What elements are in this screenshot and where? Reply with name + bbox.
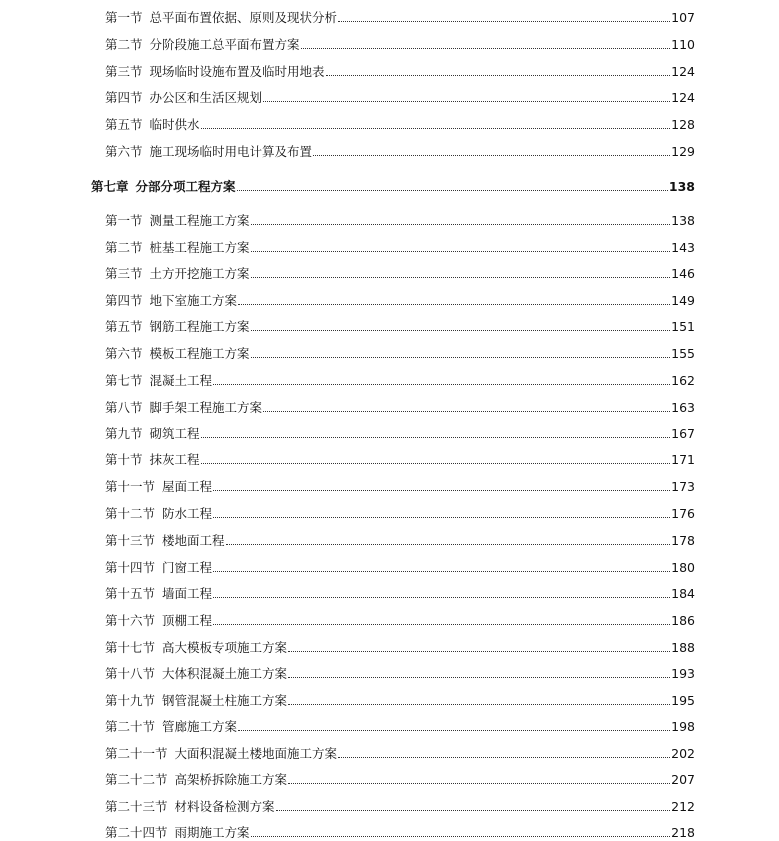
toc-entry-label: [105, 507, 212, 521]
toc-entry-title: 分阶段施工总平面布置方案: [149, 37, 300, 52]
toc-entry-number: 第三节: [105, 64, 143, 79]
toc-entry-number: 第一节: [105, 213, 143, 228]
toc-entry-number: 第十七节: [105, 640, 156, 655]
toc-entry-title: 钢管混凝土柱施工方案: [162, 693, 288, 708]
toc-entry-number: 第十一节: [105, 479, 156, 494]
toc-section-row[interactable]: [105, 397, 695, 415]
toc-entry-title: 墙面工程: [162, 586, 213, 601]
toc-entry-title: 施工现场临时用电计算及布置: [149, 144, 313, 159]
toc-entry-label: [105, 747, 337, 761]
toc-entry-label: [105, 118, 200, 132]
dot-leader: [288, 782, 670, 784]
toc-section-row[interactable]: [105, 370, 695, 388]
dot-leader: [251, 223, 671, 225]
toc-section-row[interactable]: [105, 610, 695, 628]
dot-leader: [338, 756, 670, 758]
toc-page-number: 178: [671, 533, 695, 548]
dot-leader: [213, 383, 670, 385]
toc-page-number: 212: [671, 799, 695, 814]
toc-entry-title: 临时供水: [149, 117, 200, 132]
toc-entry-label: [105, 267, 250, 281]
toc-page-number: 198: [671, 719, 695, 734]
toc-entry-label: [105, 294, 237, 308]
toc-entry-title: 顶棚工程: [162, 613, 213, 628]
toc-entry-label: [105, 347, 250, 361]
dot-leader: [288, 676, 670, 678]
toc-entry-number: 第十九节: [105, 693, 156, 708]
toc-section-row[interactable]: [105, 7, 695, 25]
toc-page-number: 138: [668, 179, 695, 194]
toc-entry-label: [105, 11, 337, 25]
dot-leader: [213, 623, 670, 625]
toc-entry-number: 第二十二节: [105, 772, 168, 787]
toc-entry-title: 砌筑工程: [149, 426, 200, 441]
toc-entry-label: [105, 534, 225, 548]
toc-entry-title: 地下室施工方案: [149, 293, 238, 308]
dot-leader: [251, 250, 671, 252]
toc-entry-number: 第一节: [105, 10, 143, 25]
toc-entry-number: 第二十节: [105, 719, 156, 734]
toc-entry-title: 模板工程施工方案: [149, 346, 250, 361]
toc-section-row[interactable]: [105, 769, 695, 787]
dot-leader: [288, 650, 670, 652]
toc-section-row[interactable]: [105, 210, 695, 228]
dot-leader: [301, 47, 671, 49]
toc-entry-label: [105, 453, 200, 467]
toc-entry-title: 材料设备检测方案: [174, 799, 275, 814]
toc-section-row[interactable]: [105, 530, 695, 548]
toc-entry-number: 第九节: [105, 426, 143, 441]
toc-entry-number: 第十八节: [105, 666, 156, 681]
dot-leader: [238, 729, 670, 731]
toc-entry-number: 第四节: [105, 293, 143, 308]
toc-section-row[interactable]: [105, 557, 695, 575]
toc-entry-title: 高架桥拆除施工方案: [174, 772, 288, 787]
dot-leader: [251, 356, 671, 358]
toc-page-number: 146: [671, 266, 695, 281]
toc-entry-label: [91, 180, 236, 194]
toc-entry-number: 第十二节: [105, 506, 156, 521]
toc-section-row[interactable]: [105, 690, 695, 708]
toc-section-row[interactable]: [105, 583, 695, 601]
toc-entry-number: 第二十四节: [105, 825, 168, 840]
toc-page-number: 180: [671, 560, 695, 575]
toc-page-number: 151: [671, 319, 695, 334]
toc-page-number: 193: [671, 666, 695, 681]
toc-entry-label: [105, 145, 312, 159]
toc-page-number: 176: [671, 506, 695, 521]
toc-entry-title: 办公区和生活区规划: [149, 90, 263, 105]
toc-section-row[interactable]: [105, 61, 695, 79]
toc-entry-title: 大体积混凝土施工方案: [162, 666, 288, 681]
toc-page-number: 107: [671, 10, 695, 25]
toc-section-row[interactable]: [105, 449, 695, 467]
dot-leader: [238, 303, 670, 305]
toc-entry-label: [105, 826, 250, 840]
dot-leader: [313, 154, 670, 156]
toc-entry-number: 第四节: [105, 90, 143, 105]
toc-section-row[interactable]: [105, 87, 695, 105]
dot-leader: [251, 329, 671, 331]
toc-entry-number: 第二节: [105, 240, 143, 255]
dot-leader: [237, 189, 668, 191]
toc-section-row[interactable]: [105, 476, 695, 494]
toc-entry-title: 脚手架工程施工方案: [149, 400, 263, 415]
toc-section-row[interactable]: [105, 796, 695, 814]
dot-leader: [201, 436, 671, 438]
toc-page-number: 143: [671, 240, 695, 255]
toc-section-row[interactable]: [105, 290, 695, 308]
toc-page-number: 188: [671, 640, 695, 655]
toc-entry-label: [105, 694, 287, 708]
toc-entry-label: [105, 374, 212, 388]
toc-page-number: 184: [671, 586, 695, 601]
toc-entry-title: 桩基工程施工方案: [149, 240, 250, 255]
toc-entry-label: [105, 800, 275, 814]
toc-entry-title: 屋面工程: [162, 479, 213, 494]
toc-section-row[interactable]: [105, 141, 695, 159]
toc-page-number: 155: [671, 346, 695, 361]
toc-entry-label: [105, 320, 250, 334]
dot-leader: [213, 570, 670, 572]
toc-entry-label: [105, 427, 200, 441]
toc-entry-number: 第六节: [105, 144, 143, 159]
dot-leader: [251, 276, 671, 278]
toc-page-number: 138: [671, 213, 695, 228]
toc-entry-label: [105, 65, 325, 79]
toc-section-row[interactable]: [105, 503, 695, 521]
dot-leader: [326, 74, 671, 76]
toc-section-row[interactable]: [105, 316, 695, 334]
toc-chapter-row[interactable]: [91, 176, 695, 194]
toc-entry-label: [105, 38, 300, 52]
toc-entry-number: 第二十一节: [105, 746, 168, 761]
toc-section-row[interactable]: [105, 822, 695, 840]
toc-entry-number: 第十六节: [105, 613, 156, 628]
toc-entry-number: 第十三节: [105, 533, 156, 548]
toc-entry-title: 大面积混凝土楼地面施工方案: [174, 746, 338, 761]
dot-leader: [213, 596, 670, 598]
toc-entry-number: 第三节: [105, 266, 143, 281]
toc-entry-number: 第十节: [105, 452, 143, 467]
toc-entry-label: [105, 241, 250, 255]
toc-section-row[interactable]: [105, 237, 695, 255]
toc-page-number: 163: [671, 400, 695, 415]
toc-entry-label: [105, 401, 262, 415]
dot-leader: [276, 809, 671, 811]
toc-page-number: 202: [671, 746, 695, 761]
toc-entry-label: [105, 480, 212, 494]
toc-page-number: 171: [671, 452, 695, 467]
toc-page-number: 124: [671, 90, 695, 105]
toc-section-row[interactable]: [105, 743, 695, 761]
toc-entry-label: [105, 641, 287, 655]
dot-leader: [201, 462, 671, 464]
toc-entry-title: 高大模板专项施工方案: [162, 640, 288, 655]
dot-leader: [288, 703, 670, 705]
toc-entry-number: 第十五节: [105, 586, 156, 601]
toc-entry-title: 现场临时设施布置及临时用地表: [149, 64, 325, 79]
toc-entry-title: 管廊施工方案: [162, 719, 238, 734]
toc-page-number: 124: [671, 64, 695, 79]
toc-page-number: 110: [671, 37, 695, 52]
dot-leader: [213, 516, 670, 518]
toc-entry-number: 第十四节: [105, 560, 156, 575]
toc-entry-number: 第五节: [105, 117, 143, 132]
toc-entry-title: 抹灰工程: [149, 452, 200, 467]
dot-leader: [338, 20, 670, 22]
toc-section-row[interactable]: [105, 637, 695, 655]
toc-page-number: 186: [671, 613, 695, 628]
toc-page-number: 218: [671, 825, 695, 840]
toc-section-row[interactable]: [105, 34, 695, 52]
toc-entry-title: 钢筋工程施工方案: [149, 319, 250, 334]
dot-leader: [226, 543, 671, 545]
toc-page-number: 207: [671, 772, 695, 787]
toc-entry-title: 测量工程施工方案: [149, 213, 250, 228]
toc-section-row[interactable]: [105, 663, 695, 681]
toc-page-number: 149: [671, 293, 695, 308]
toc-entry-number: 第二节: [105, 37, 143, 52]
dot-leader: [263, 100, 670, 102]
toc-entry-label: [105, 720, 237, 734]
toc-page-number: 162: [671, 373, 695, 388]
toc-entry-title: 雨期施工方案: [174, 825, 250, 840]
toc-entry-label: [105, 561, 212, 575]
toc-entry-number: 第七节: [105, 373, 143, 388]
toc-section-row[interactable]: [105, 263, 695, 281]
toc-page-number: 128: [671, 117, 695, 132]
toc-section-row[interactable]: [105, 114, 695, 132]
toc-entry-number: 第五节: [105, 319, 143, 334]
toc-entry-number: 第八节: [105, 400, 143, 415]
toc-page-number: 167: [671, 426, 695, 441]
toc-entry-label: [105, 667, 287, 681]
toc-section-row[interactable]: [105, 343, 695, 361]
toc-entry-title: 防水工程: [162, 506, 213, 521]
toc-entry-title: 总平面布置依据、原则及现状分析: [149, 10, 338, 25]
toc-page-number: 195: [671, 693, 695, 708]
toc-entry-title: 土方开挖施工方案: [149, 266, 250, 281]
toc-section-row[interactable]: [105, 423, 695, 441]
dot-leader: [263, 410, 670, 412]
toc-entry-title: 混凝土工程: [149, 373, 213, 388]
toc-entry-label: [105, 773, 287, 787]
toc-entry-label: [105, 587, 212, 601]
dot-leader: [201, 127, 671, 129]
toc-entry-title: 门窗工程: [162, 560, 213, 575]
toc-entry-number: 第二十三节: [105, 799, 168, 814]
toc-entry-number: 第六节: [105, 346, 143, 361]
dot-leader: [251, 835, 671, 837]
toc-entry-title: 楼地面工程: [162, 533, 225, 548]
toc-page-number: 173: [671, 479, 695, 494]
toc-entry-number: 第七章: [91, 179, 129, 194]
toc-entry-label: [105, 91, 262, 105]
toc-entry-label: [105, 614, 212, 628]
toc-entry-title: 分部分项工程方案: [135, 179, 236, 194]
dot-leader: [213, 489, 670, 491]
toc-page-number: 129: [671, 144, 695, 159]
toc-section-row[interactable]: [105, 716, 695, 734]
toc-entry-label: [105, 214, 250, 228]
